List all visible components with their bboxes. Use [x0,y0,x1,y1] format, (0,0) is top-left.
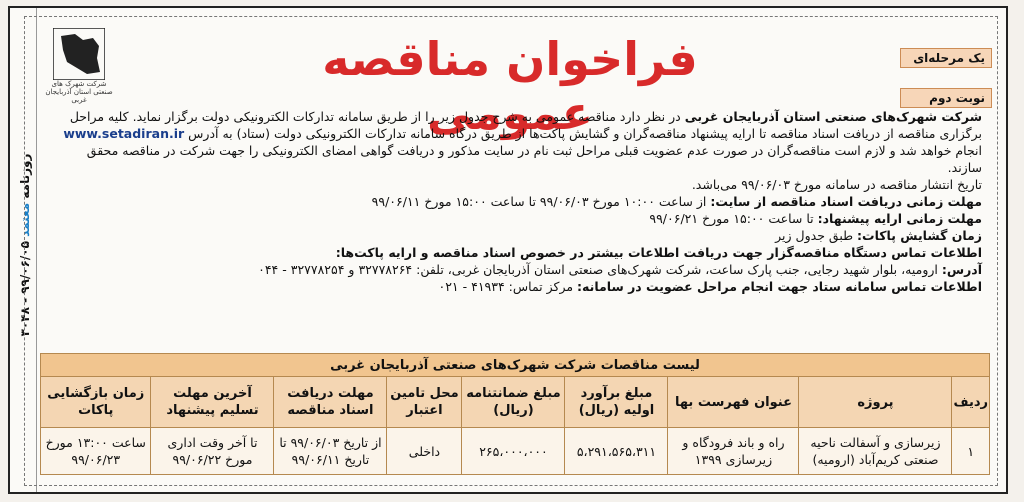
opening-time [52,227,982,244]
header-funding: محل تامین اعتبار [387,377,462,428]
setad-link[interactable]: www.setadiran.ir [63,126,185,141]
bid-deadline [52,210,982,227]
header-bid-deadline: آخرین مهلت تسلیم پیشنهاد [151,377,274,428]
opening-label: زمان گشایش پاکات: [857,228,982,243]
header-doc-deadline: مهلت دریافت اسناد مناقصه [274,377,387,428]
address [52,261,982,278]
setad-label: اطلاعات تماس سامانه ستاد جهت انجام مراحل عضویت در سامانه: [577,279,982,294]
cell-bid-deadline: تا آخر وقت اداری مورخ ۹۹/۰۶/۲۲ [151,428,274,475]
newspaper-brand: معتمد [18,202,32,237]
intro-rest: در نظر دارد مناقصه عمومی به شرح جدول زیر را از طریق سامانه تدارکات الکترونیکی دولت برگزار نماید. کلیه مراحل برگزاری مناقصه از دریافت اسناد مناقصه تا ارایه پیشنهاد مناقصه‌گران و گشایش پاکت‌ها از طریق درگاه سامانه تدارکات الکترونیکی دولت (ستاد) به آدرس [69,109,982,141]
intro-paragraph [52,108,982,176]
doc-deadline [52,193,982,210]
doc-deadline-label: مهلت زمانی دریافت اسناد مناقصه از سایت: [710,194,982,209]
cell-row-number: ۱ [952,428,990,475]
address-value: ارومیه، بلوار شهید رجایی، جنب پارک ساعت، شرکت شهرک‌های صنعتی استان آذربایجان غربی، تلفن: ۳۲۷۷۸۲۶۴ و ۳۲۷۷۸۲۵۴ - ۰۴۴ [258,262,942,277]
intro-lead: شرکت شهرک‌های صنعتی استان آذربایجان غربی [684,109,982,124]
header-price-list: عنوان فهرست بها [668,377,799,428]
setad-value: مرکز تماس: ۴۱۹۳۴ - ۰۲۱ [438,279,578,294]
header-opening: زمان بازگشایی پاکات [41,377,151,428]
company-logo [44,28,114,104]
header-guarantee: مبلغ ضمانتنامه (ریال) [462,377,565,428]
edition-date: ۹۹/۰۶/۰۵ - ۳۰۴۸ [18,241,32,337]
cell-price-list: راه و باند فرودگاه و زیرسازی ۱۳۹۹ [668,428,799,475]
logo-caption: شرکت شهرک های صنعتی استان آذربایجان غربی [45,80,113,104]
bid-deadline-label: مهلت زمانی ارایه پیشنهاد: [817,211,982,226]
publish-date: تاریخ انتشار مناقصه در سامانه مورخ ۹۹/۰۶/۰۳ می‌باشد. [691,177,982,192]
newspaper-label: روزنامه [18,153,32,199]
intro-tail: انجام خواهد شد و لازم است مناقصه‌گران در صورت عدم عضویت قبلی مراحل ثبت نام در سایت مذکور و دریافت گواهی امضای الکترونیکی را جهت شرکت در مناقصه محقق سازند. [86,143,982,175]
doc-deadline-value: از ساعت ۱۰:۰۰ مورخ ۹۹/۰۶/۰۳ تا ساعت ۱۵:۰۰ مورخ ۹۹/۰۶/۱۱ [371,194,711,209]
header-estimate: مبلغ برآورد اولیه (ریال) [565,377,668,428]
header-row-number: ردیف [952,377,990,428]
cell-guarantee: ۲۶۵،۰۰۰،۰۰۰ [462,428,565,475]
table-caption-row [41,354,990,377]
header-project: پروژه [799,377,952,428]
cell-doc-deadline: از تاریخ ۹۹/۰۶/۰۳ تا تاریخ ۹۹/۰۶/۱۱ [274,428,387,475]
cell-project: زیرسازی و آسفالت ناحیه صنعتی کریم‌آباد (ارومیه) [799,428,952,475]
table-caption: لیست مناقصات شرکت شهرک‌های صنعتی آذربایجان غربی [41,354,990,377]
setad-contact [52,278,982,295]
tender-table [40,353,990,475]
cell-funding: داخلی [387,428,462,475]
address-label: آدرس: [941,262,982,277]
bid-deadline-value: تا ساعت ۱۵:۰۰ مورخ ۹۹/۰۶/۲۱ [649,211,818,226]
stage-badge: یک مرحله‌ای [900,48,992,68]
tender-advertisement [8,6,1008,494]
page-title: فراخوان مناقصه عمومی [322,32,698,140]
cell-estimate: ۵،۲۹۱،۵۶۵،۳۱۱ [565,428,668,475]
opening-value: طبق جدول زیر [775,228,858,243]
cell-opening: ساعت ۱۳:۰۰ مورخ ۹۹/۰۶/۲۳ [41,428,151,475]
iran-map-icon [53,28,105,80]
table-row [41,428,990,475]
tender-body [52,108,982,295]
contact-heading: اطلاعات تماس دستگاه مناقصه‌گزار جهت دریافت اطلاعات بیشتر در خصوص اسناد مناقصه و ارایه پاکت‌ها: [335,245,982,260]
table-header-row [41,377,990,428]
round-badge: نوبت دوم [900,88,992,108]
